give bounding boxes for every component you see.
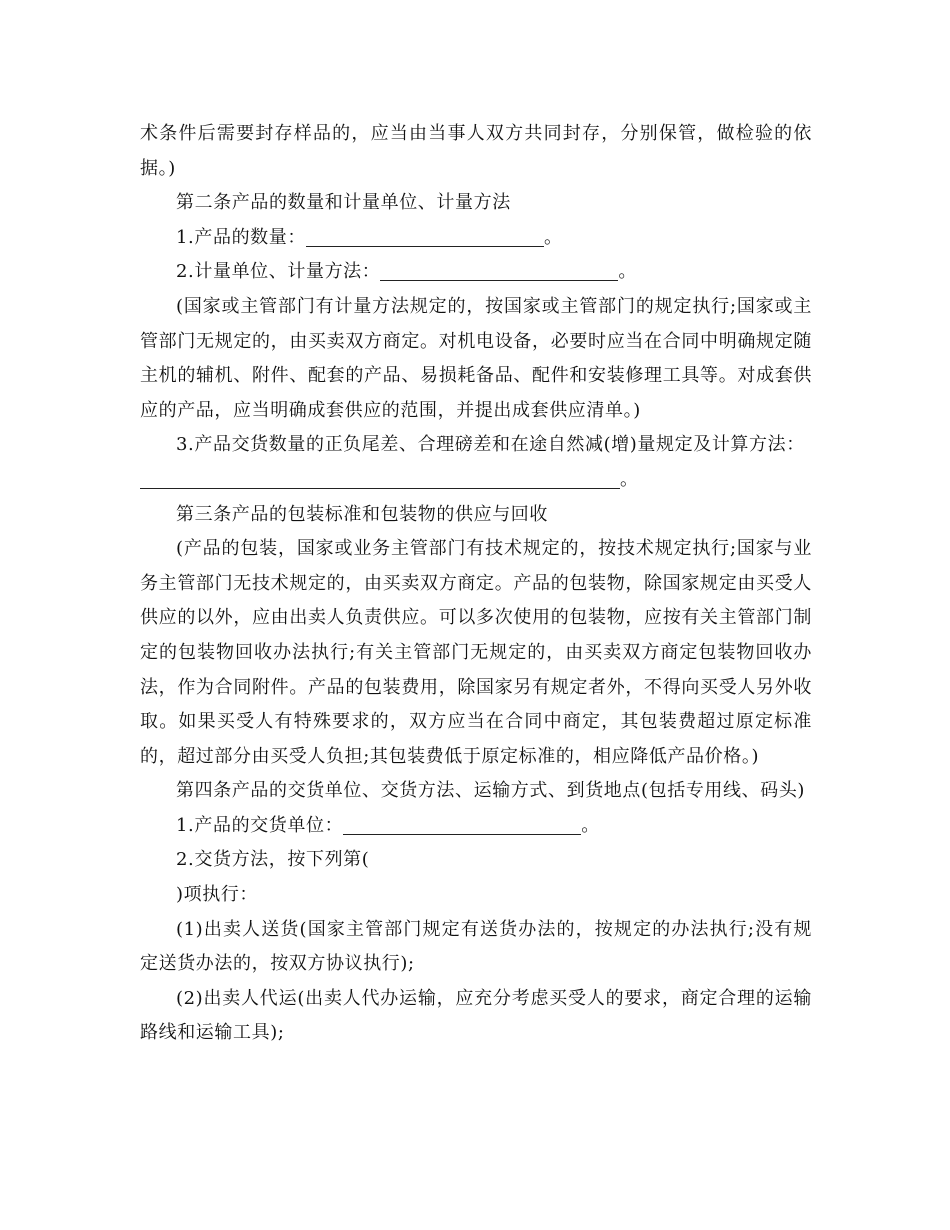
heading-text: 第二条产品的数量和计量单位、计量方法	[176, 192, 511, 214]
clause-label: 1.产品的数量：	[176, 226, 306, 248]
fill-in-blank	[140, 466, 620, 489]
heading-article-3	[140, 498, 812, 533]
clause-end-mark: 。	[581, 814, 600, 836]
heading-text: 第三条产品的包装标准和包装物的供应与回收	[176, 503, 548, 525]
clause-measurement-unit	[140, 255, 812, 290]
heading-article-4	[140, 774, 812, 809]
clause-label: )项执行：	[176, 884, 259, 906]
clause-quantity-tolerance	[140, 428, 812, 463]
heading-text: 第四条产品的交货单位、交货方法、运输方式、到货地点(包括专用线、码头)	[176, 780, 806, 802]
fill-in-blank	[306, 224, 544, 247]
paragraph-sample-sealing	[140, 117, 812, 186]
paragraph-measurement-notes	[140, 290, 812, 428]
paragraph-text: 术条件后需要封存样品的，应当由当事人双方共同封存，分别保管，做检验的依据。)	[140, 123, 812, 179]
clause-label: 3.产品交货数量的正负尾差、合理磅差和在途自然减(增)量规定及计算方法：	[176, 434, 805, 456]
clause-delivery-method-continued	[140, 878, 812, 913]
paragraph-text: (国家或主管部门有计量方法规定的，按国家或主管部门的规定执行;国家或主管部门无规定的，由买卖双方商定。对机电设备，必要时应当在合同中明确规定随主机的辅机、附件、配套的产品、易损耗备品、配件和安装修理工具等。对成套供应的产品，应当明确成套供应的范围，并提出成套供应清单。)	[140, 295, 812, 421]
paragraph-text: (产品的包装，国家或业务主管部门有技术规定的，按技术规定执行;国家与业务主管部门无技术规定的，由买卖双方商定。产品的包装物，除国家规定由买受人供应的以外，应由出卖人负责供应。可以多次使用的包装物，应按有关主管部门制定的包装物回收办法执行;有关主管部门无规定的，由买卖双方商定包装物回收办法，作为合同附件。产品的包装费用，除国家另有规定者外，不得向买受人另外收取。如果买受人有特殊要求的，双方应当在合同中商定，其包装费超过原定标准的，超过部分由买受人负担;其包装费低于原定标准的，相应降低产品价格。)	[140, 538, 812, 767]
clause-delivery-unit	[140, 809, 812, 844]
clause-delivery-method	[140, 843, 812, 878]
clause-end-mark: 。	[618, 261, 637, 283]
fill-in-blank	[343, 812, 581, 835]
option-text: (1)出卖人送货(国家主管部门规定有送货办法的，按规定的办法执行;没有规定送货办法的，按双方协议执行);	[140, 918, 812, 975]
clause-end-mark: 。	[620, 468, 639, 490]
heading-article-2	[140, 186, 812, 221]
clause-label: 2.计量单位、计量方法：	[176, 261, 381, 283]
option-seller-delivery	[140, 913, 812, 982]
paragraph-packaging-notes	[140, 532, 812, 774]
clause-label: 1.产品的交货单位：	[176, 814, 344, 836]
fill-in-blank	[380, 258, 618, 281]
clause-label: 2.交货方法，按下列第(	[176, 849, 370, 871]
clause-product-quantity	[140, 221, 812, 256]
option-seller-shipping	[140, 982, 812, 1051]
option-text: (2)出卖人代运(出卖人代办运输，应充分考虑买受人的要求，商定合理的运输路线和运输工具);	[140, 987, 812, 1044]
clause-tolerance-blank-line	[140, 463, 812, 498]
document-body	[140, 117, 812, 1051]
clause-end-mark: 。	[543, 226, 563, 248]
